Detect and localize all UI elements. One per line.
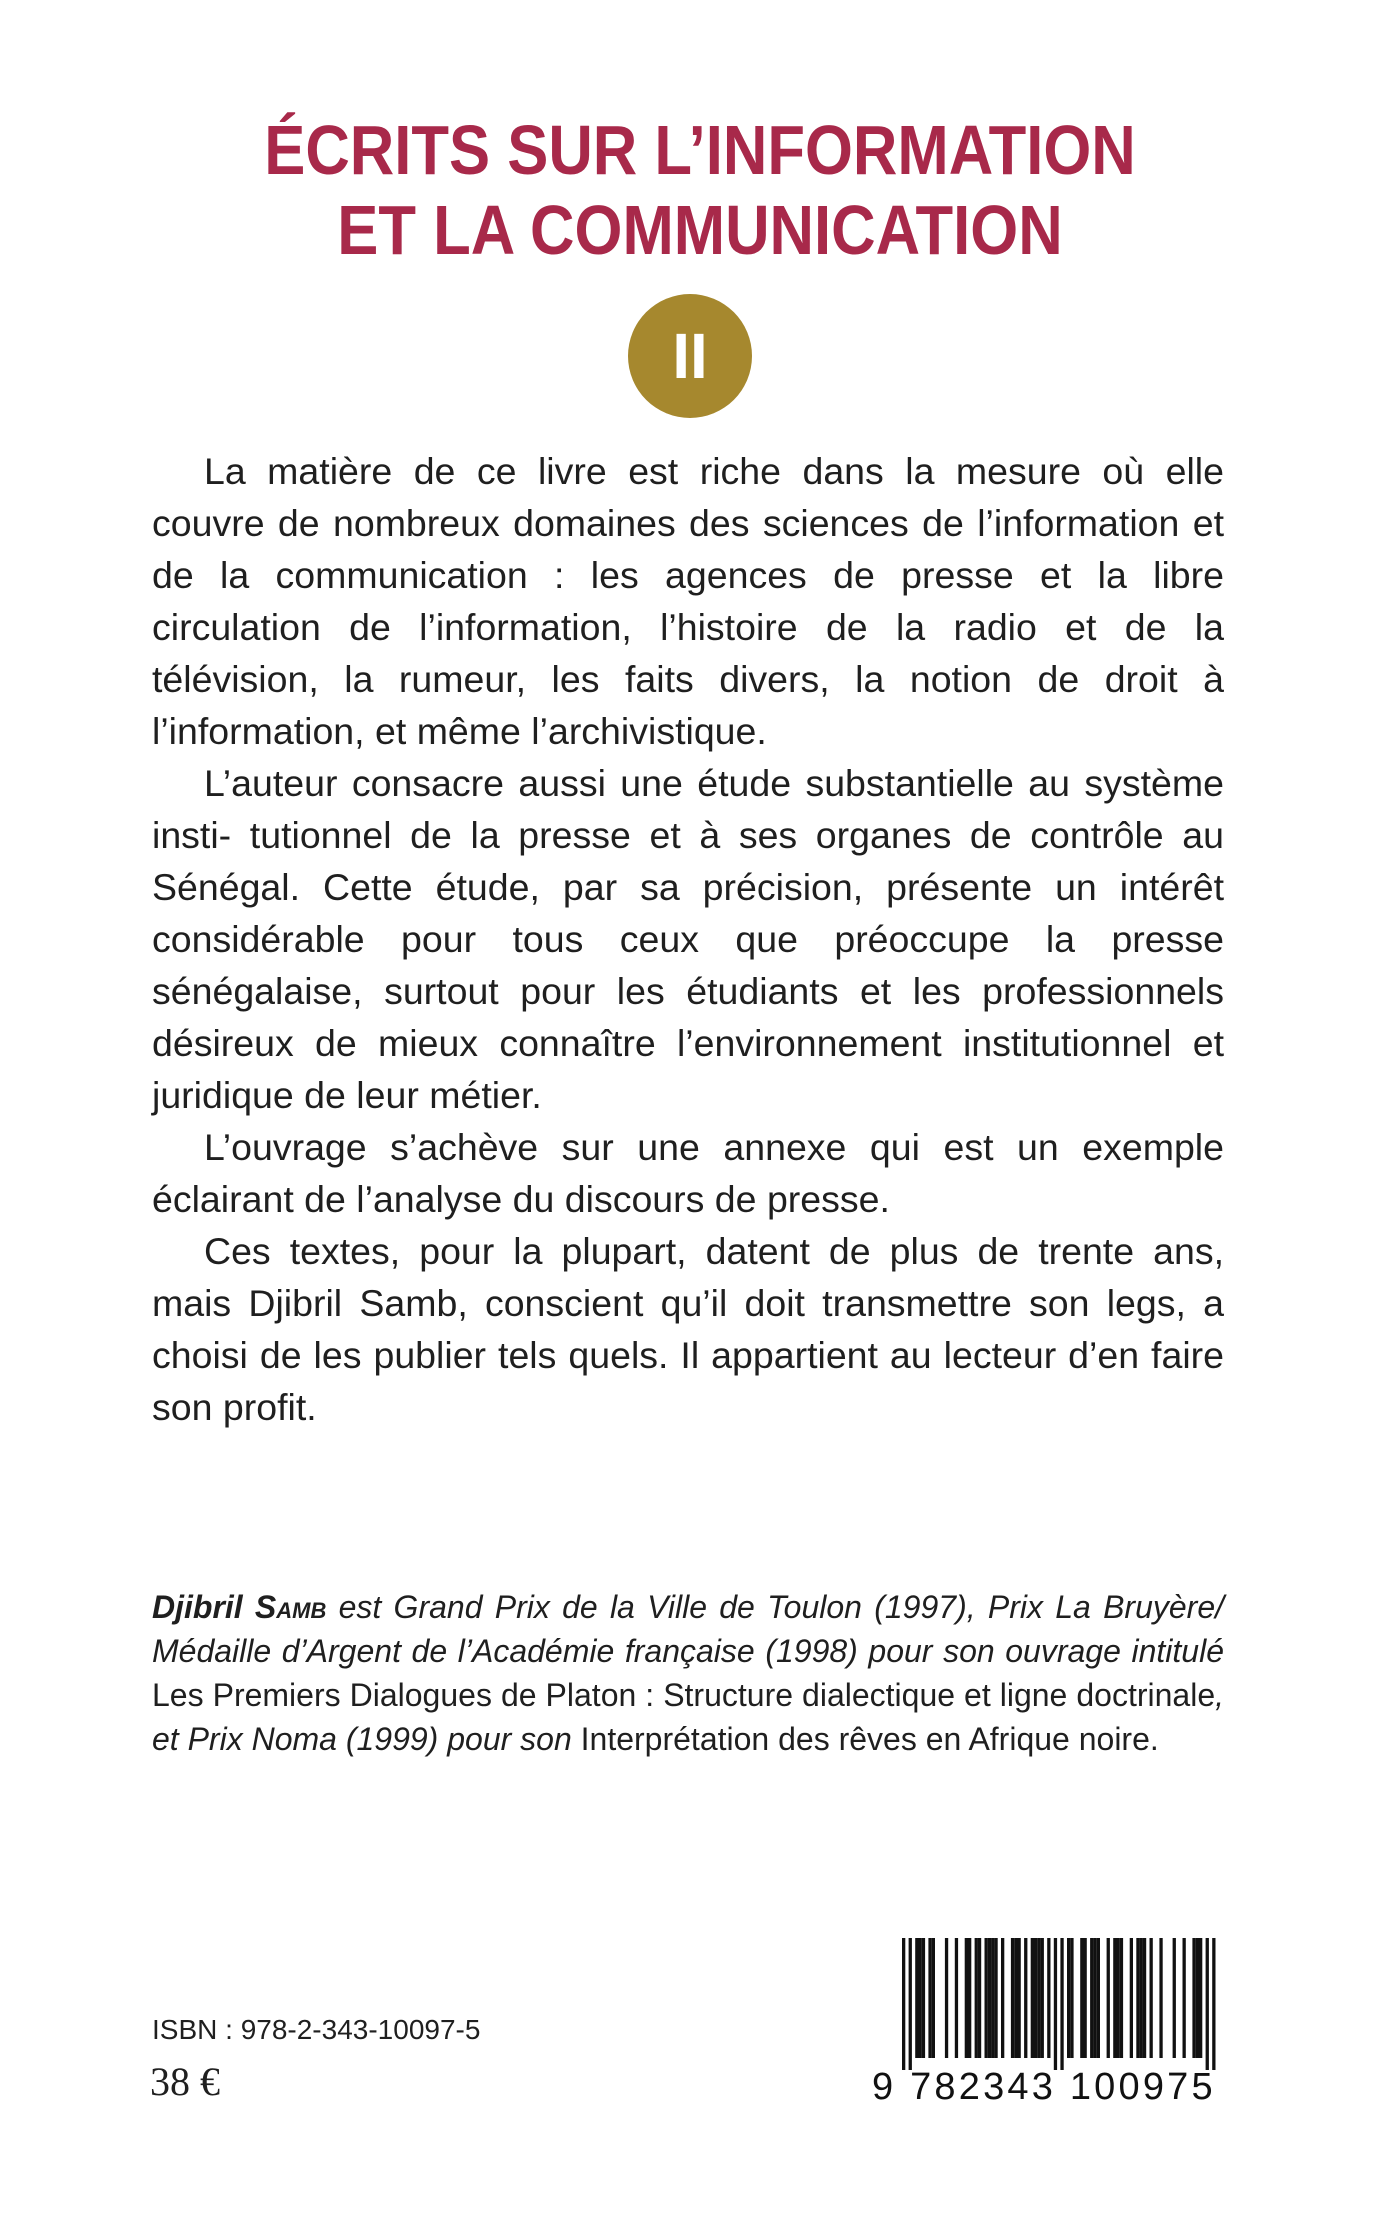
title-line-1: ÉCRITS SUR L’INFORMATION <box>264 111 1136 189</box>
bio-text-2: , et Prix Noma (1999) pour son <box>152 1677 1224 1757</box>
barcode-bar <box>1090 1938 1093 2058</box>
barcode-bar <box>1084 1938 1087 2058</box>
bio-text-1: est Grand Prix de la Ville de Toulon (1997), Prix La Bruyère/ Médaille d’Argent de l’Académie française (1998) pour son ouvrage intitulé <box>152 1589 1225 1669</box>
barcode-bar <box>1024 1938 1027 2058</box>
barcode-bar <box>1212 1938 1215 2070</box>
barcode-bar <box>1143 1938 1146 2058</box>
blurb-paragraph-1: La matière de ce livre est riche dans la mesure où elle couvre de nombreux domaines des sciences de l’information et de la communication : les agences de presse et la libre circulation de l’information, l’histoire de la radio et de la télévision, la rumeur, les faits divers, la notion de droit à l’information, et même l’archivistique. <box>152 450 1224 752</box>
barcode-digits: 9 782343 100975 <box>872 2066 1216 2108</box>
barcode-bar <box>1034 1938 1037 2058</box>
bio-text-3: . <box>1149 1721 1159 1757</box>
barcode-bar <box>928 1938 931 2058</box>
barcode-bar <box>991 1938 994 2058</box>
barcode-bar <box>922 1938 925 2058</box>
barcode-bar <box>1107 1938 1110 2058</box>
barcode-bar <box>1093 1938 1096 2058</box>
blurb-paragraph-4: Ces textes, pour la plupart, datent de plus de trente ans, mais Djibril Samb, conscient qu’il doit transmettre son legs, a choisi de les publier tels quels. Il appartient au lecteur d’en faire son profit. <box>152 1230 1224 1428</box>
barcode-bar <box>1130 1938 1133 2058</box>
volume-badge: II <box>628 294 752 418</box>
barcode-bar <box>919 1938 922 2058</box>
isbn-label: ISBN : 978-2-343-10097-5 <box>152 2014 481 2045</box>
barcode-bar <box>915 1938 918 2058</box>
barcode-bar <box>1011 1938 1014 2058</box>
barcode-bar <box>994 1938 997 2058</box>
author-last-name: Samb <box>254 1589 327 1625</box>
barcode-bar <box>978 1938 981 2058</box>
barcode-bar <box>1060 1938 1063 2070</box>
barcode-bar <box>1070 1938 1073 2058</box>
barcode-bar <box>1031 1938 1034 2058</box>
barcode-bar <box>1136 1938 1139 2058</box>
blurb-paragraph-2: L’auteur consacre aussi une étude substantielle au système insti- tutionnel de la presse et à ses organes de contrôle au Sénégal. Cette étude, par sa précision, présente un intérêt considérable pour tous ceux que préoccupe la presse sénégalaise, surtout pour les étudiants et les professionnels désireux de mieux connaître l’environnement institutionnel et juridique de leur métier. <box>152 762 1224 1116</box>
barcode-bar <box>909 1938 912 2070</box>
barcode-bar <box>1192 1938 1195 2058</box>
barcode-bar <box>968 1938 971 2058</box>
barcode-bar <box>1159 1938 1162 2058</box>
barcode-bar <box>1080 1938 1083 2058</box>
barcode-bar <box>1196 1938 1199 2058</box>
bio-book-title-1: Les Premiers Dialogues de Platon : Structure dialectique et ligne doctrinale <box>152 1677 1216 1713</box>
barcode-bar <box>1018 1938 1021 2058</box>
blurb-text <box>152 445 1224 1433</box>
bio-book-title-2: Interprétation des rêves en Afrique noire <box>580 1721 1150 1757</box>
barcode-bar <box>988 1938 991 2058</box>
barcode-bar <box>1041 1938 1044 2058</box>
barcode-bar <box>1206 1938 1209 2070</box>
barcode-bar <box>932 1938 935 2058</box>
barcode-bar <box>1120 1938 1123 2058</box>
title-line-2: ET LA COMMUNICATION <box>337 191 1063 269</box>
barcode-bar <box>902 1938 905 2070</box>
barcode-bar <box>1054 1938 1057 2070</box>
barcode-bar <box>965 1938 968 2058</box>
barcode-bar <box>1014 1938 1017 2058</box>
barcode-bar <box>1199 1938 1202 2058</box>
barcode-bar <box>1183 1938 1186 2058</box>
barcode-bar <box>1047 1938 1050 2058</box>
barcode-bar <box>1097 1938 1100 2058</box>
author-first-name: Djibril <box>152 1589 243 1625</box>
book-title <box>84 110 1316 270</box>
blurb-paragraph-3: L’ouvrage s’achève sur une annexe qui est un exemple éclairant de l’analyse du discours de presse. <box>152 1126 1224 1220</box>
barcode-bar <box>975 1938 978 2058</box>
barcode-bar <box>1117 1938 1120 2058</box>
barcode-bar <box>1173 1938 1176 2058</box>
price-label: 38 € <box>150 2059 220 2104</box>
barcode-bar <box>1113 1938 1116 2058</box>
barcode-bar <box>1140 1938 1143 2058</box>
barcode-bar <box>1150 1938 1153 2058</box>
barcode-bar <box>955 1938 958 2058</box>
barcode-bar <box>1037 1938 1040 2058</box>
barcode-bar <box>985 1938 988 2058</box>
barcode-bar <box>945 1938 948 2058</box>
barcode-bar <box>1001 1938 1004 2058</box>
author-bio <box>152 1585 1224 1761</box>
barcode-bar <box>1067 1938 1070 2058</box>
